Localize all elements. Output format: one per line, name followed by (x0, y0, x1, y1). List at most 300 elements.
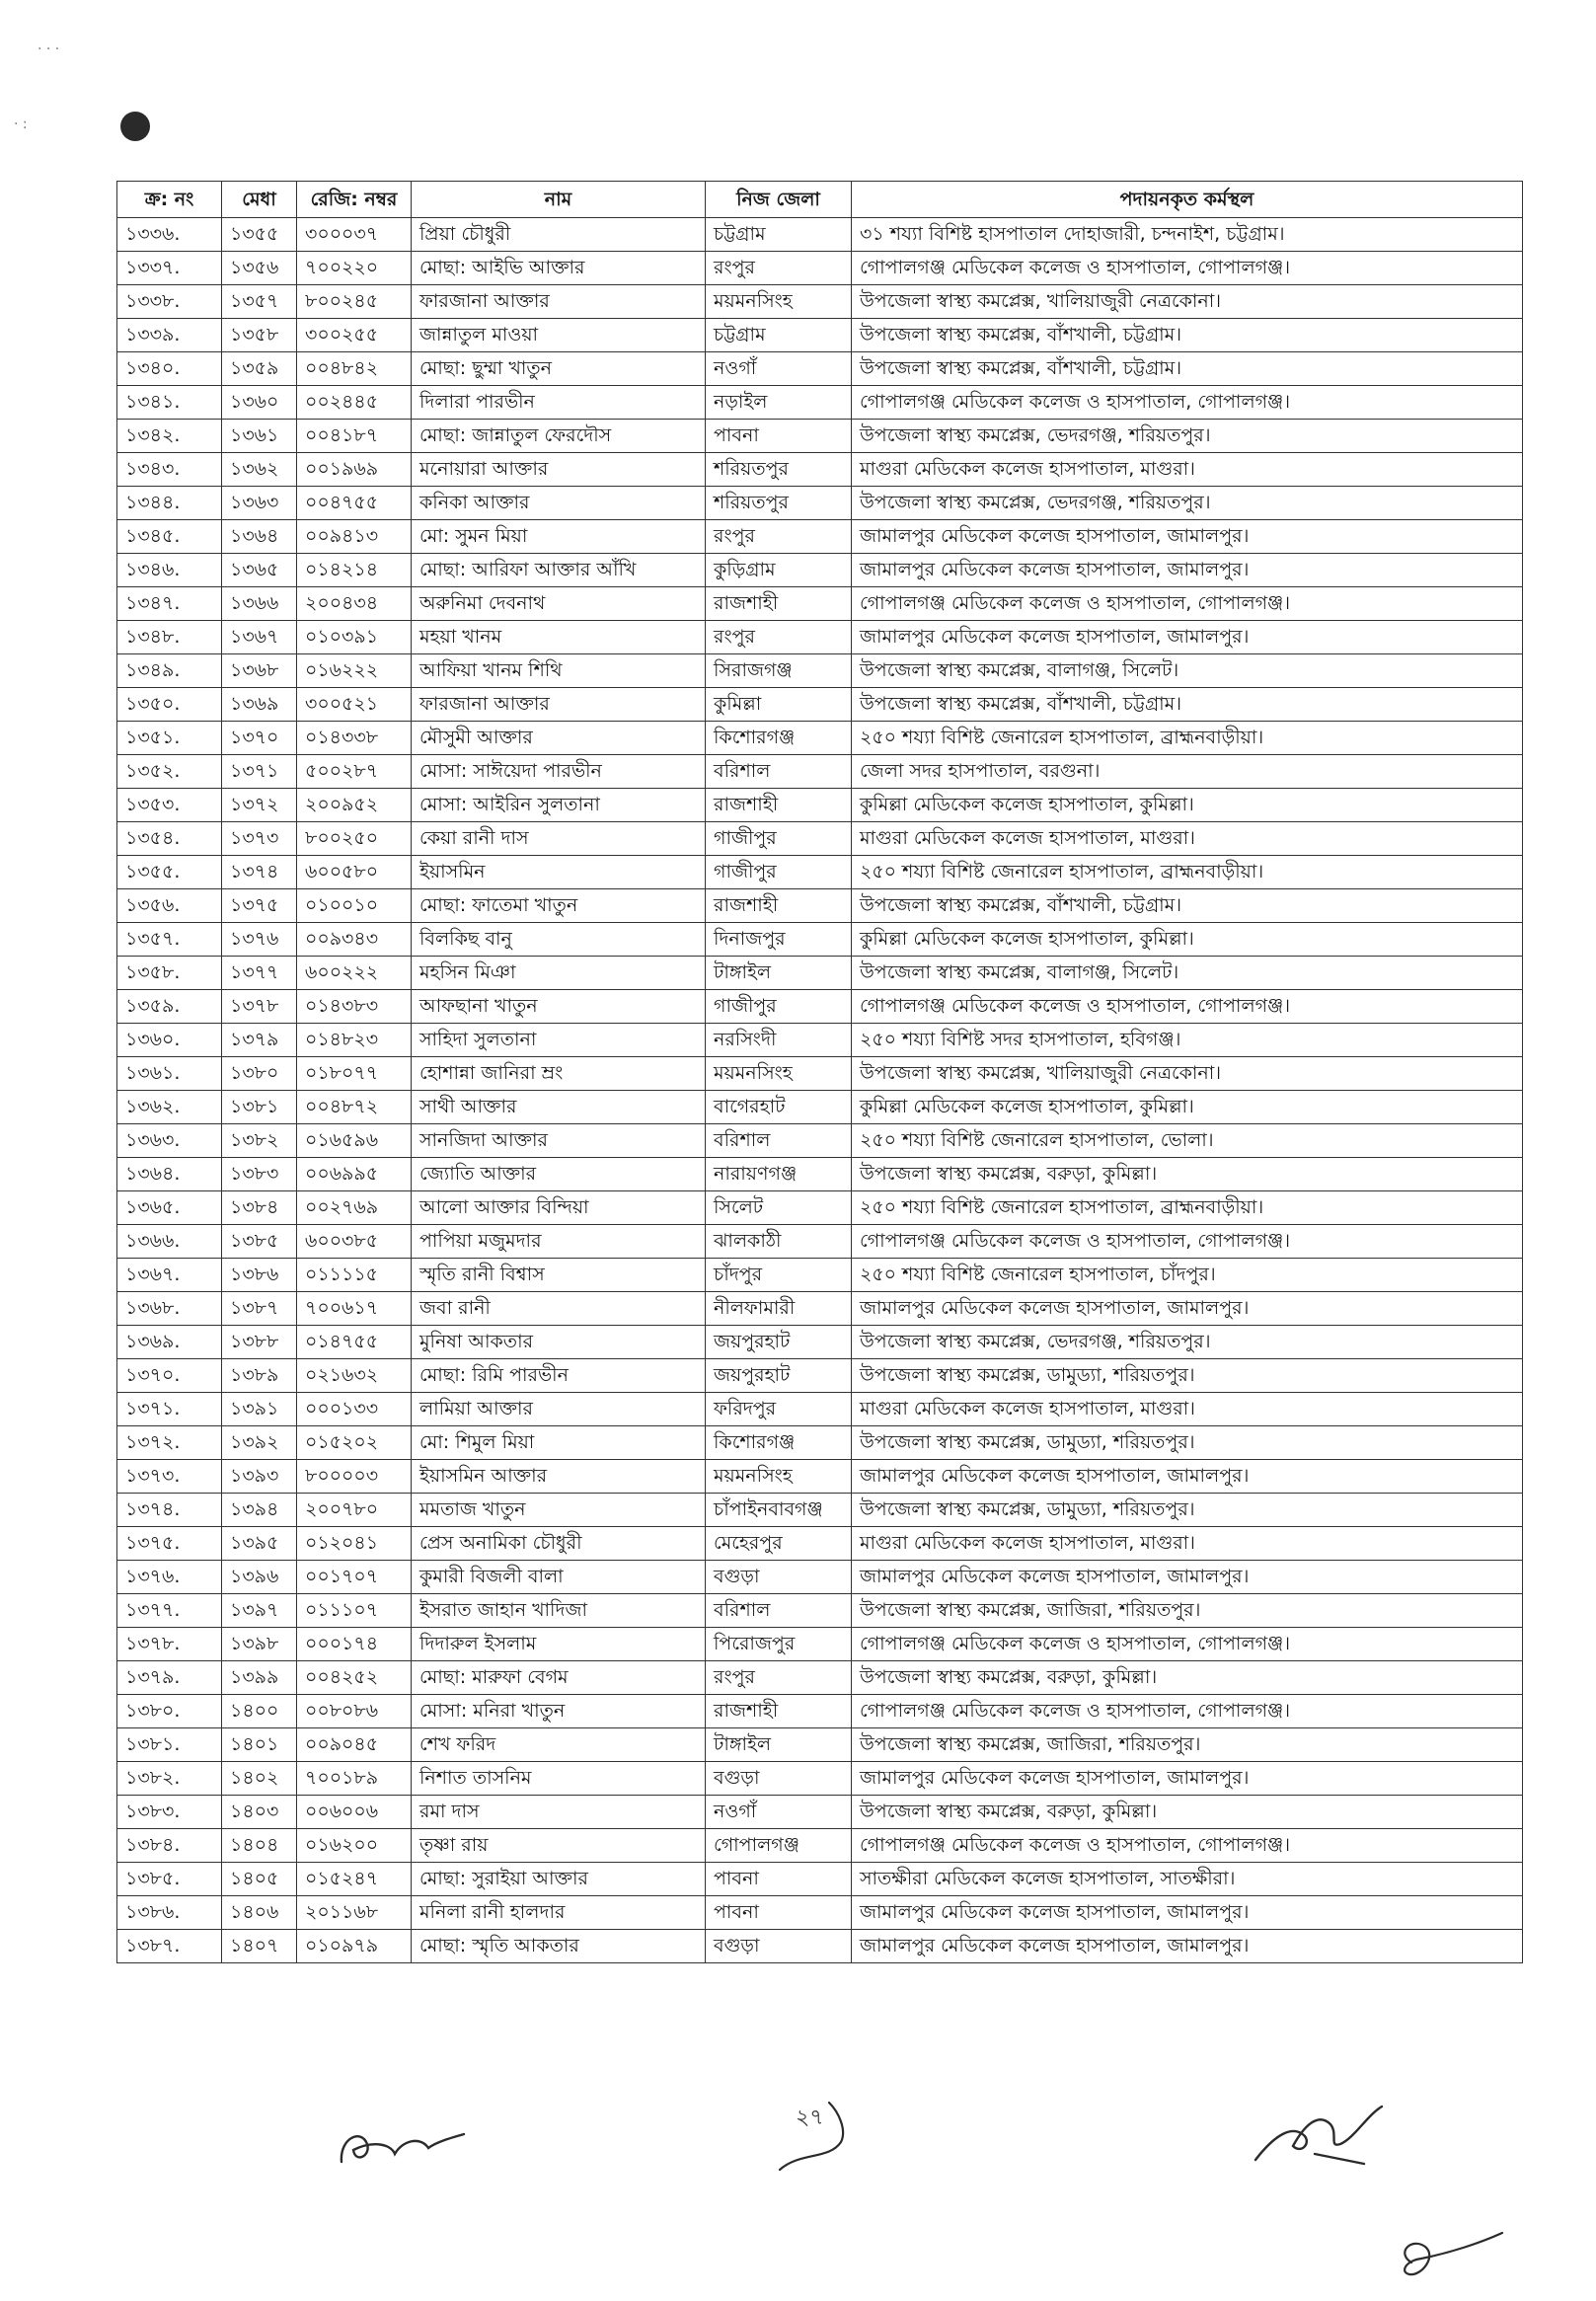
cell-posting-place: উপজেলা স্বাস্থ্য কমপ্লেক্স, জাজিরা, শরিয়তপুর। (852, 1728, 1523, 1762)
cell-serial: ১৩৬৭. (117, 1259, 222, 1292)
cell-home-district: নীলফামারী (706, 1292, 852, 1326)
cell-name: নিশাত তাসনিম (412, 1762, 706, 1796)
cell-merit: ১৩৮৬ (222, 1259, 297, 1292)
cell-serial: ১৩৭৫. (117, 1527, 222, 1561)
cell-name: মহয়া খানম (412, 621, 706, 654)
cell-name: প্রিয়া চৌধুরী (412, 218, 706, 252)
cell-name: মনিলা রানী হালদার (412, 1896, 706, 1930)
cell-home-district: মেহেরপুর (706, 1527, 852, 1561)
cell-registration: ৮০০২৪৫ (297, 285, 412, 319)
cell-name: ইয়াসমিন আক্তার (412, 1460, 706, 1494)
cell-registration: ০১৪৩৩৮ (297, 722, 412, 755)
table-row (117, 1225, 1523, 1259)
cell-registration: ০১০৯৭৯ (297, 1930, 412, 1963)
cell-posting-place: জামালপুর মেডিকেল কলেজ হাসপাতাল, জামালপুর। (852, 1561, 1523, 1594)
cell-merit: ১৩৭৮ (222, 990, 297, 1024)
cell-serial: ১৩৭৬. (117, 1561, 222, 1594)
table-row (117, 1393, 1523, 1426)
cell-home-district: বগুড়া (706, 1930, 852, 1963)
table-row (117, 1863, 1523, 1896)
table-row (117, 1191, 1523, 1225)
table-row (117, 1426, 1523, 1460)
cell-name: মমতাজ খাতুন (412, 1494, 706, 1527)
cell-home-district: গাজীপুর (706, 990, 852, 1024)
cell-home-district: ময়মনসিংহ (706, 1057, 852, 1091)
cell-home-district: বরিশাল (706, 1124, 852, 1158)
table-row (117, 520, 1523, 554)
cell-home-district: চাঁপাইনবাবগঞ্জ (706, 1494, 852, 1527)
cell-home-district: নড়াইল (706, 386, 852, 420)
cell-name: কনিকা আক্তার (412, 487, 706, 520)
signature-right (1246, 2095, 1394, 2174)
cell-name: মোসা: মনিরা খাতুন (412, 1695, 706, 1728)
cell-serial: ১৩৬০. (117, 1024, 222, 1057)
cell-merit: ১৩৬৬ (222, 587, 297, 621)
cell-serial: ১৩৪২. (117, 420, 222, 453)
cell-registration: ০১৬৫৯৬ (297, 1124, 412, 1158)
cell-name: মোসা: আইরিন সুলতানা (412, 789, 706, 822)
cell-serial: ১৩৭৮. (117, 1628, 222, 1661)
cell-name: মনোয়ারা আক্তার (412, 453, 706, 487)
cell-posting-place: উপজেলা স্বাস্থ্য কমপ্লেক্স, ভেদরগঞ্জ, শরিয়তপুর। (852, 1326, 1523, 1359)
cell-merit: ১৩৭৫ (222, 889, 297, 923)
table-row (117, 319, 1523, 352)
table-row (117, 554, 1523, 587)
table-row (117, 1762, 1523, 1796)
cell-home-district: রাজশাহী (706, 587, 852, 621)
cell-home-district: সিরাজগঞ্জ (706, 654, 852, 688)
cell-posting-place: জামালপুর মেডিকেল কলেজ হাসপাতাল, জামালপুর। (852, 554, 1523, 587)
cell-posting-place: গোপালগঞ্জ মেডিকেল কলেজ ও হাসপাতাল, গোপালগঞ্জ। (852, 252, 1523, 285)
cell-posting-place: উপজেলা স্বাস্থ্য কমপ্লেক্স, ভেদরগঞ্জ, শরিয়তপুর। (852, 420, 1523, 453)
table-row (117, 722, 1523, 755)
cell-posting-place: গোপালগঞ্জ মেডিকেল কলেজ ও হাসপাতাল, গোপালগঞ্জ। (852, 1695, 1523, 1728)
cell-home-district: চাঁদপুর (706, 1259, 852, 1292)
cell-posting-place: জামালপুর মেডিকেল কলেজ হাসপাতাল, জামালপুর। (852, 520, 1523, 554)
cell-serial: ১৩৮৪. (117, 1829, 222, 1863)
cell-registration: ০২১৬৩২ (297, 1359, 412, 1393)
cell-posting-place: কুমিল্লা মেডিকেল কলেজ হাসপাতাল, কুমিল্লা। (852, 789, 1523, 822)
cell-serial: ১৩৫৫. (117, 856, 222, 889)
cell-home-district: রংপুর (706, 252, 852, 285)
scan-speck: · · · (38, 41, 60, 57)
cell-name: তৃষ্ণা রায় (412, 1829, 706, 1863)
posting-table (116, 181, 1523, 1963)
cell-serial: ১৩৪০. (117, 352, 222, 386)
cell-serial: ১৩৭২. (117, 1426, 222, 1460)
table-row (117, 1460, 1523, 1494)
cell-posting-place: কুমিল্লা মেডিকেল কলেজ হাসপাতাল, কুমিল্লা। (852, 923, 1523, 957)
cell-merit: ১৩৯৪ (222, 1494, 297, 1527)
cell-serial: ১৩৮৫. (117, 1863, 222, 1896)
cell-name: দিদারুল ইসলাম (412, 1628, 706, 1661)
cell-name: আফছানা খাতুন (412, 990, 706, 1024)
cell-merit: ১৩৬০ (222, 386, 297, 420)
cell-home-district: টাঙ্গাইল (706, 957, 852, 990)
cell-posting-place: ২৫০ শয্যা বিশিষ্ট জেনারেল হাসপাতাল, ব্রাহ্মনবাড়ীয়া। (852, 856, 1523, 889)
cell-home-district: বগুড়া (706, 1561, 852, 1594)
cell-serial: ১৩৬১. (117, 1057, 222, 1091)
cell-registration: ০১৫২০২ (297, 1426, 412, 1460)
cell-merit: ১৩৯৬ (222, 1561, 297, 1594)
cell-home-district: রাজশাহী (706, 1695, 852, 1728)
cell-home-district: জয়পুরহাট (706, 1359, 852, 1393)
cell-name: স্মৃতি রানী বিশ্বাস (412, 1259, 706, 1292)
table-row (117, 923, 1523, 957)
cell-name: জবা রানী (412, 1292, 706, 1326)
table-row (117, 1930, 1523, 1963)
table-row (117, 1292, 1523, 1326)
cell-merit: ১৩৯৭ (222, 1594, 297, 1628)
cell-name: আলো আক্তার বিন্দিয়া (412, 1191, 706, 1225)
cell-merit: ১৩৭৯ (222, 1024, 297, 1057)
table-row (117, 1124, 1523, 1158)
cell-home-district: কিশোরগঞ্জ (706, 722, 852, 755)
cell-registration: ০১৪৭৫৫ (297, 1326, 412, 1359)
cell-registration: ৮০০২৫০ (297, 822, 412, 856)
cell-name: কুমারী বিজলী বালা (412, 1561, 706, 1594)
cell-home-district: রংপুর (706, 621, 852, 654)
cell-home-district: পাবনা (706, 1863, 852, 1896)
cell-registration: ০০৯৪১৩ (297, 520, 412, 554)
cell-registration: ০১৮০৭৭ (297, 1057, 412, 1091)
cell-posting-place: ২৫০ শয্যা বিশিষ্ট জেনারেল হাসপাতাল, ব্রাহ্মনবাড়ীয়া। (852, 722, 1523, 755)
cell-name: সাহিদা সুলতানা (412, 1024, 706, 1057)
cell-name: মোসা: সাঈয়েদা পারভীন (412, 755, 706, 789)
table-row (117, 1628, 1523, 1661)
cell-name: মহসিন মিঞা (412, 957, 706, 990)
cell-home-district: নওগাঁ (706, 1796, 852, 1829)
cell-merit: ১৩৮১ (222, 1091, 297, 1124)
cell-registration: ০০১৭০৭ (297, 1561, 412, 1594)
table-row (117, 654, 1523, 688)
cell-registration: ৭০০১৮৯ (297, 1762, 412, 1796)
table-row (117, 1561, 1523, 1594)
cell-home-district: বাগেরহাট (706, 1091, 852, 1124)
cell-posting-place: উপজেলা স্বাস্থ্য কমপ্লেক্স, খালিয়াজুরী নেত্রকোনা। (852, 285, 1523, 319)
cell-merit: ১৩৯৩ (222, 1460, 297, 1494)
cell-posting-place: গোপালগঞ্জ মেডিকেল কলেজ ও হাসপাতাল, গোপালগঞ্জ। (852, 1829, 1523, 1863)
table-row (117, 1091, 1523, 1124)
punch-hole (120, 112, 150, 141)
cell-posting-place: ২৫০ শয্যা বিশিষ্ট জেনারেল হাসপাতাল, ভোলা। (852, 1124, 1523, 1158)
cell-name: মোছা: ছুম্মা খাতুন (412, 352, 706, 386)
table-row (117, 453, 1523, 487)
cell-merit: ১৩৭৩ (222, 822, 297, 856)
cell-home-district: শরিয়তপুর (706, 487, 852, 520)
cell-name: আফিয়া খানম শিথি (412, 654, 706, 688)
cell-posting-place: মাগুরা মেডিকেল কলেজ হাসপাতাল, মাগুরা। (852, 453, 1523, 487)
cell-name: ফারজানা আক্তার (412, 285, 706, 319)
cell-name: ফারজানা আক্তার (412, 688, 706, 722)
cell-posting-place: গোপালগঞ্জ মেডিকেল কলেজ ও হাসপাতাল, গোপালগঞ্জ। (852, 1225, 1523, 1259)
cell-registration: ০১১১১৫ (297, 1259, 412, 1292)
cell-serial: ১৩৫৯. (117, 990, 222, 1024)
table-row (117, 789, 1523, 822)
cell-name: শেখ ফরিদ (412, 1728, 706, 1762)
cell-home-district: গাজীপুর (706, 856, 852, 889)
cell-name: মোছা: আইভি আক্তার (412, 252, 706, 285)
table-row (117, 1829, 1523, 1863)
cell-name: মুনিষা আকতার (412, 1326, 706, 1359)
cell-merit: ১৩৮৮ (222, 1326, 297, 1359)
cell-home-district: কুড়িগ্রাম (706, 554, 852, 587)
cell-posting-place: উপজেলা স্বাস্থ্য কমপ্লেক্স, বরুড়া, কুমিল্লা। (852, 1796, 1523, 1829)
header-serial: ক্র: নং (117, 182, 222, 218)
cell-registration: ৩০০২৫৫ (297, 319, 412, 352)
cell-home-district: রাজশাহী (706, 789, 852, 822)
cell-home-district: বগুড়া (706, 1762, 852, 1796)
cell-registration: ২০১১৬৮ (297, 1896, 412, 1930)
cell-serial: ১৩৪৮. (117, 621, 222, 654)
cell-serial: ১৩৮০. (117, 1695, 222, 1728)
cell-serial: ১৩৪৬. (117, 554, 222, 587)
cell-merit: ১৩৭৬ (222, 923, 297, 957)
cell-merit: ১৩৮৪ (222, 1191, 297, 1225)
table-row (117, 1057, 1523, 1091)
margin-mark (1392, 2223, 1510, 2292)
table-row (117, 1024, 1523, 1057)
cell-merit: ১৩৬২ (222, 453, 297, 487)
cell-registration: ৬০০৫৮০ (297, 856, 412, 889)
cell-home-district: কুমিল্লা (706, 688, 852, 722)
table-row (117, 1728, 1523, 1762)
cell-serial: ১৩৬৬. (117, 1225, 222, 1259)
cell-posting-place: জামালপুর মেডিকেল কলেজ হাসপাতাল, জামালপুর। (852, 1292, 1523, 1326)
cell-serial: ১৩৭১. (117, 1393, 222, 1426)
table-row (117, 1259, 1523, 1292)
table-row (117, 990, 1523, 1024)
cell-merit: ১৩৯১ (222, 1393, 297, 1426)
cell-posting-place: জামালপুর মেডিকেল কলেজ হাসপাতাল, জামালপুর। (852, 1930, 1523, 1963)
cell-serial: ১৩৫৩. (117, 789, 222, 822)
cell-home-district: ঝালকাঠী (706, 1225, 852, 1259)
cell-merit: ১৪০২ (222, 1762, 297, 1796)
table-row (117, 252, 1523, 285)
cell-name: মোছা: জান্নাতুল ফেরদৌস (412, 420, 706, 453)
table-row (117, 856, 1523, 889)
cell-registration: ৭০০২২০ (297, 252, 412, 285)
cell-merit: ১৩৬৭ (222, 621, 297, 654)
cell-merit: ১৩৬৮ (222, 654, 297, 688)
page-number: ২৭ (796, 2106, 824, 2130)
cell-merit: ১৩৫৬ (222, 252, 297, 285)
table-row (117, 285, 1523, 319)
cell-merit: ১৩৬৫ (222, 554, 297, 587)
cell-registration: ০১২০৪১ (297, 1527, 412, 1561)
cell-serial: ১৩৩৯. (117, 319, 222, 352)
cell-serial: ১৩৫৬. (117, 889, 222, 923)
cell-name: মোছা: স্মৃতি আকতার (412, 1930, 706, 1963)
cell-merit: ১৩৬৪ (222, 520, 297, 554)
cell-posting-place: জামালপুর মেডিকেল কলেজ হাসপাতাল, জামালপুর। (852, 1460, 1523, 1494)
cell-name: কেয়া রানী দাস (412, 822, 706, 856)
cell-home-district: চট্টগ্রাম (706, 218, 852, 252)
cell-home-district: বরিশাল (706, 1594, 852, 1628)
cell-name: হোশান্না জানিরা ম্রং (412, 1057, 706, 1091)
cell-name: মোছা: আরিফা আক্তার আঁখি (412, 554, 706, 587)
cell-home-district: নওগাঁ (706, 352, 852, 386)
table-row (117, 1494, 1523, 1527)
cell-merit: ১৩৫৫ (222, 218, 297, 252)
cell-registration: ৩০০৫২১ (297, 688, 412, 722)
cell-posting-place: ৩১ শয্যা বিশিষ্ট হাসপাতাল দোহাজারী, চন্দনাইশ, চট্টগ্রাম। (852, 218, 1523, 252)
cell-home-district: চট্টগ্রাম (706, 319, 852, 352)
table-row (117, 1661, 1523, 1695)
cell-merit: ১৩৫৯ (222, 352, 297, 386)
cell-registration: ০০৪৮৪২ (297, 352, 412, 386)
cell-merit: ১৪০৭ (222, 1930, 297, 1963)
cell-merit: ১৩৫৮ (222, 319, 297, 352)
cell-merit: ১৩৬৯ (222, 688, 297, 722)
cell-home-district: বরিশাল (706, 755, 852, 789)
cell-merit: ১৪০৬ (222, 1896, 297, 1930)
table-row (117, 1326, 1523, 1359)
cell-serial: ১৩৪৯. (117, 654, 222, 688)
cell-home-district: রংপুর (706, 1661, 852, 1695)
cell-registration: ০১০৩৯১ (297, 621, 412, 654)
table-header-row (117, 182, 1523, 218)
cell-home-district: গাজীপুর (706, 822, 852, 856)
cell-name: বিলকিছ বানু (412, 923, 706, 957)
cell-serial: ১৩৮৩. (117, 1796, 222, 1829)
cell-name: প্রেস অনামিকা চৌধুরী (412, 1527, 706, 1561)
cell-home-district: জয়পুরহাট (706, 1326, 852, 1359)
cell-merit: ১৩৮৯ (222, 1359, 297, 1393)
cell-merit: ১৩৯৯ (222, 1661, 297, 1695)
cell-registration: ৮০০০০৩ (297, 1460, 412, 1494)
cell-merit: ১৩৬১ (222, 420, 297, 453)
cell-serial: ১৩৭৯. (117, 1661, 222, 1695)
cell-merit: ১৩৭৪ (222, 856, 297, 889)
cell-serial: ১৩৪১. (117, 386, 222, 420)
cell-name: মোছা: রিমি পারভীন (412, 1359, 706, 1393)
cell-serial: ১৩৮৭. (117, 1930, 222, 1963)
cell-posting-place: উপজেলা স্বাস্থ্য কমপ্লেক্স, খালিয়াজুরী নেত্রকোনা। (852, 1057, 1523, 1091)
cell-serial: ১৩৬২. (117, 1091, 222, 1124)
cell-posting-place: ২৫০ শয্যা বিশিষ্ট জেনারেল হাসপাতাল, ব্রাহ্মনবাড়ীয়া। (852, 1191, 1523, 1225)
table-row (117, 218, 1523, 252)
cell-home-district: পাবনা (706, 1896, 852, 1930)
cell-registration: ০০২৭৬৯ (297, 1191, 412, 1225)
cell-merit: ১৪০৪ (222, 1829, 297, 1863)
cell-name: মোছা: মারুফা বেগম (412, 1661, 706, 1695)
cell-posting-place: উপজেলা স্বাস্থ্য কমপ্লেক্স, বরুড়া, কুমিল্লা। (852, 1661, 1523, 1695)
cell-name: জ্যোতি আক্তার (412, 1158, 706, 1191)
table-row (117, 587, 1523, 621)
table-row (117, 1527, 1523, 1561)
table-row (117, 1594, 1523, 1628)
cell-serial: ১৩৬৯. (117, 1326, 222, 1359)
cell-home-district: নরসিংদী (706, 1024, 852, 1057)
cell-home-district: পিরোজপুর (706, 1628, 852, 1661)
cell-serial: ১৩৮১. (117, 1728, 222, 1762)
table-row (117, 957, 1523, 990)
header-posting-place: পদায়নকৃত কর্মস্থল (852, 182, 1523, 218)
table-row (117, 420, 1523, 453)
cell-serial: ১৩৬৪. (117, 1158, 222, 1191)
cell-merit: ১৩৭১ (222, 755, 297, 789)
cell-home-district: ময়মনসিংহ (706, 1460, 852, 1494)
cell-serial: ১৩৮২. (117, 1762, 222, 1796)
cell-posting-place: গোপালগঞ্জ মেডিকেল কলেজ ও হাসপাতাল, গোপালগঞ্জ। (852, 1628, 1523, 1661)
cell-home-district: রাজশাহী (706, 889, 852, 923)
cell-registration: ০১৬২০০ (297, 1829, 412, 1863)
table-row (117, 822, 1523, 856)
cell-merit: ১৩৮০ (222, 1057, 297, 1091)
cell-serial: ১৩৫৭. (117, 923, 222, 957)
cell-merit: ১৩৭৭ (222, 957, 297, 990)
cell-posting-place: উপজেলা স্বাস্থ্য কমপ্লেক্স, ডামুড্যা, শরিয়তপুর। (852, 1426, 1523, 1460)
cell-registration: ৬০০২২২ (297, 957, 412, 990)
cell-name: রমা দাস (412, 1796, 706, 1829)
cell-name: দিলারা পারভীন (412, 386, 706, 420)
cell-serial: ১৩৪৩. (117, 453, 222, 487)
cell-registration: ০০৯০৪৫ (297, 1728, 412, 1762)
cell-registration: ০০৪১৮৭ (297, 420, 412, 453)
cell-home-district: কিশোরগঞ্জ (706, 1426, 852, 1460)
cell-name: জান্নাতুল মাওয়া (412, 319, 706, 352)
table-row (117, 386, 1523, 420)
cell-posting-place: জামালপুর মেডিকেল কলেজ হাসপাতাল, জামালপুর। (852, 1896, 1523, 1930)
cell-registration: ২০০৭৮০ (297, 1494, 412, 1527)
header-home-district: নিজ জেলা (706, 182, 852, 218)
cell-merit: ১৩৯২ (222, 1426, 297, 1460)
cell-registration: ০০০১৩৩ (297, 1393, 412, 1426)
table-row (117, 621, 1523, 654)
cell-name: ইয়াসমিন (412, 856, 706, 889)
cell-posting-place: মাগুরা মেডিকেল কলেজ হাসপাতাল, মাগুরা। (852, 1527, 1523, 1561)
cell-serial: ১৩৫১. (117, 722, 222, 755)
cell-serial: ১৩৪৭. (117, 587, 222, 621)
cell-merit: ১৪০০ (222, 1695, 297, 1728)
cell-name: পাপিয়া মজুমদার (412, 1225, 706, 1259)
table-row (117, 1796, 1523, 1829)
table-row (117, 1695, 1523, 1728)
cell-serial: ১৩৩৭. (117, 252, 222, 285)
cell-posting-place: উপজেলা স্বাস্থ্য কমপ্লেক্স, বাঁশখালী, চট্টগ্রাম। (852, 688, 1523, 722)
cell-home-district: ফরিদপুর (706, 1393, 852, 1426)
cell-home-district: গোপালগঞ্জ (706, 1829, 852, 1863)
cell-serial: ১৩৭০. (117, 1359, 222, 1393)
cell-registration: ৭০০৬১৭ (297, 1292, 412, 1326)
cell-name: অরুনিমা দেবনাথ (412, 587, 706, 621)
cell-home-district: পাবনা (706, 420, 852, 453)
cell-serial: ১৩৫৪. (117, 822, 222, 856)
cell-serial: ১৩৪৫. (117, 520, 222, 554)
cell-merit: ১৪০৩ (222, 1796, 297, 1829)
cell-serial: ১৩৮৬. (117, 1896, 222, 1930)
cell-serial: ১৩৭৩. (117, 1460, 222, 1494)
cell-merit: ১৩৫৭ (222, 285, 297, 319)
table-row (117, 889, 1523, 923)
cell-registration: ০১৪৩৮৩ (297, 990, 412, 1024)
cell-merit: ১৩৯৮ (222, 1628, 297, 1661)
cell-posting-place: কুমিল্লা মেডিকেল কলেজ হাসপাতাল, কুমিল্লা। (852, 1091, 1523, 1124)
cell-posting-place: উপজেলা স্বাস্থ্য কমপ্লেক্স, জাজিরা, শরিয়তপুর। (852, 1594, 1523, 1628)
cell-registration: ৫০০২৮৭ (297, 755, 412, 789)
table-row (117, 1158, 1523, 1191)
cell-registration: ০০৯৩৪৩ (297, 923, 412, 957)
cell-registration: ০০৬০০৬ (297, 1796, 412, 1829)
cell-home-district: সিলেট (706, 1191, 852, 1225)
cell-serial: ১৩৫২. (117, 755, 222, 789)
cell-name: মোছা: সুরাইয়া আক্তার (412, 1863, 706, 1896)
cell-posting-place: উপজেলা স্বাস্থ্য কমপ্লেক্স, বরুড়া, কুমিল্লা। (852, 1158, 1523, 1191)
cell-posting-place: উপজেলা স্বাস্থ্য কমপ্লেক্স, বাঁশখালী, চট্টগ্রাম। (852, 352, 1523, 386)
cell-posting-place: মাগুরা মেডিকেল কলেজ হাসপাতাল, মাগুরা। (852, 822, 1523, 856)
cell-registration: ০১১১০৭ (297, 1594, 412, 1628)
